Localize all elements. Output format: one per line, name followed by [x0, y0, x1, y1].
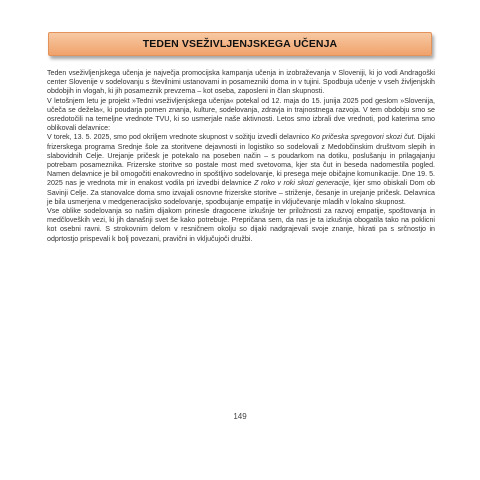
paragraph-workshops-part-c: , kjer smo obiskali Dom ob Savinji Celje. Za stanovalce doma smo izvajali osnovne frizerske storitve – striženje, česanje in urejanje pričesk. Delavnica je bila usmerjena v medgeneracijsko sodelovanje, spodbujanje empatije in vključevanje mladih v lokalno skupnost. — [47, 179, 436, 206]
paragraph-conclusion: Vse oblike sodelovanja so našim dijakom prinesle dragocene izkušnje ter priložnosti za razvoj empatije, spoštovanja in medčloveških vezi, ki jih današnji svet še kako potrebuje. Prepričana sem, da nas je ta izkušnja obogatila tako na poklicni kot osebni ravni. S strokovnim delom v resničnem okolju so dijaki nadgrajevali svoje znanje, hkrati pa s srčnostjo in odprtostjo prispevali k bolj povezani, pravični in vključujoči družbi. — [47, 207, 435, 243]
paragraph-project: V letošnjem letu je projekt »Tedni vseživljenjskega učenja« potekal od 12. maja do 15. junija 2025 pod geslom »Slovenija, učeča se dežela«, ki poudarja pomen znanja, kulture, sodelovanja, zdravja in trajnostnega razvoja. V tem obdobju smo se osredotočili na temeljne vrednote TVU, ki so usmerjale naše aktivnosti. Letos smo izbrali dve vrednoti, pod katerima smo oblikovali delavnice: — [47, 96, 435, 133]
workshop-title-1: Ko pričeska spregovori skozi čut. — [311, 133, 416, 142]
paragraph-workshops-part-b: Dijaki frizerskega programa Srednje šole za storitvene dejavnosti in logistiko so sodelovali z Medobčinskim društvom slepih in slabovidnih Celje. Urejanje pričesk je potekalo na poseben način – s poudarkom na dotiku, poslušanju in prilagajanju potrebam posameznika. Frizerske storitve so postale most med svetovoma, kjer sta čut in beseda nadomestila pogled. Namen delavnice je bil omogočiti enakovredno in spoštljivo sodelovanje, ki presega meje običajne komunikacije. Dne 19. 5. 2025 nas je vrednota mir in enakost vodila pri izvedbi delavnice — [47, 133, 435, 188]
paragraph-workshops-part-a: V torek, 13. 5. 2025, smo pod okriljem vrednote skupnost v sožitju izvedli delavnico — [47, 133, 312, 142]
page-title: TEDEN VSEŽIVLJENJSKEGA UČENJA — [142, 38, 338, 50]
article-body — [47, 69, 435, 244]
paragraph-workshops — [47, 133, 435, 207]
paragraph-intro: Teden vseživljenjskega učenja je največja promocijska kampanja učenja in izobraževanja v Sloveniji, ki jo vodi Andragoški center Slovenije v sodelovanju s številnimi ustanovami in posamezniki doma in v tujini. Spodbuja učenje v vseh življenjskih obdobjih in vlogah, ki jih posameznik prevzema – kot oseba, zaposleni in član skupnosti. — [47, 69, 435, 96]
page-number: 149 — [233, 412, 247, 421]
title-banner — [48, 32, 432, 56]
workshop-title-2: Z roko v roki skozi generacije — [254, 179, 349, 188]
